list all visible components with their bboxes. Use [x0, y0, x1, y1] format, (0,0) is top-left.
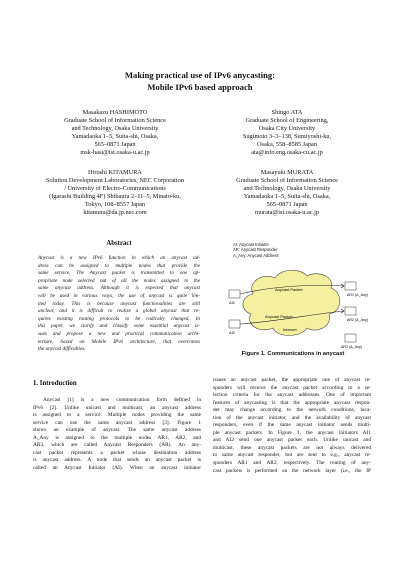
node-ar3-label: AR3 (A_Any)	[341, 345, 362, 349]
col2-line: multicast, these anycast packets are not always delivered	[213, 444, 371, 451]
node-ai2-label: AI2	[229, 330, 236, 335]
author-block-2	[212, 109, 362, 158]
author-affiliation-line: (Igarashi Building 4F) Shibaura 2–11–5, Minato-ku,	[49, 193, 181, 201]
col2-line: and AI2 send one anycast packet each. Unlike unicast and	[213, 437, 371, 444]
abstract-line: quires existing routing protocols to be radically changed. In	[38, 315, 200, 322]
author-affiliation-line: Yamadaoka 1–5, Suita-shi, Osaka,	[71, 133, 159, 141]
author-affiliation-line: Graduate School of Information Science	[236, 177, 338, 185]
author-affiliation-line: 565–0871 Japan	[266, 201, 308, 209]
author-affiliation-line: Solution Development Laboratories, NEC Corporation	[46, 177, 184, 185]
packet-label-1: Anycast Packet	[275, 287, 303, 292]
intro-line: AR3, which are called Anycast Responders (AR). An any-	[33, 442, 201, 449]
abstract-line: dress can be assigned to multiple nodes that provide the	[38, 262, 200, 269]
legend-entry: AR: Anycast Responder	[233, 247, 278, 253]
paper-title-line-1: Making practical use of IPv6 anycasting:	[124, 70, 276, 80]
abstract-line: the anycast difficulties.	[38, 346, 86, 353]
abstract-line: propriate node selected out of all the nodes assigned to the	[38, 277, 200, 284]
author-email: ata@info.eng.osaka-cu.ac.jp	[251, 149, 323, 157]
col2-line: issues an anycast packet, the appropriate one of anycast re-	[213, 377, 371, 383]
node-ar2	[345, 307, 356, 315]
author-name: Hiroshi KITAMURA	[88, 169, 142, 176]
node-ar2-label: AR2 (A_Any)	[347, 318, 368, 322]
author-affiliation-line: Yamadaoka 1–5, Suita-shi, Osaka,	[243, 193, 331, 201]
col2-line: tion of the anycast initiator, and the availability of anycast	[213, 414, 371, 421]
col2-line: responders, even if the same anycast initiator sends multi-	[213, 422, 371, 429]
author-affiliation-line: 565–0871 Japan	[94, 141, 136, 149]
author-affiliation-line: Graduate School of Information Science	[64, 117, 166, 125]
intro-line: shows an example of anycast. The same anycast address	[33, 427, 201, 434]
col2-line: cast packets is performed on the network layer (i.e., the IP	[213, 467, 371, 474]
figure-caption: Figure 1. Communications in anycast	[241, 351, 345, 357]
intro-line: Anycast [1] is a new communication form defined in	[43, 397, 201, 403]
col2-line: ple anycast packets. In Figure 1, the anycast initiators AI1	[213, 429, 371, 436]
abstract-heading: Abstract	[106, 240, 132, 247]
paper-title-line-2: Mobile IPv6 based approach	[147, 82, 253, 92]
author-affiliation-line: Osaka, 558–8585 Japan	[257, 141, 317, 149]
author-affiliation-line: / University of Electro-Communications	[64, 185, 166, 193]
abstract-line: unclear, and it is difficult to realize a global anycast that re-	[38, 308, 200, 315]
intro-line: cast packet represents a packet whose destination address	[33, 449, 201, 456]
abstract-line: this paper, we clarify and classify some essential anycast is-	[38, 323, 200, 330]
abstract-line: sues and propose a new and practical communication archi-	[38, 330, 200, 337]
anycast-diagram	[213, 242, 373, 352]
author-affiliation-line: Graduate School of Engineering,	[245, 117, 329, 125]
node-ar1	[345, 282, 356, 290]
abstract-body	[38, 255, 200, 354]
author-block-4	[212, 169, 362, 218]
intro-body	[33, 397, 201, 472]
col2-line: sponders AR1 and AR2, respectively. The routing of any-	[213, 460, 371, 467]
col2-line: sponders will receive the anycast packet according to a se-	[213, 384, 371, 391]
figure-1	[213, 242, 373, 357]
author-affiliation-line: Tokyo, 108–8557 Japan	[84, 201, 146, 209]
node-ar3	[345, 334, 356, 342]
intro-line: A_Any is assigned to the multiple nodes AR1, AR2, and	[33, 434, 201, 441]
author-affiliation-line: Osaka City University	[258, 125, 316, 133]
author-name: Shingo ATA	[271, 109, 303, 116]
col2-line: features of anycasting is that the appropriate anycast respon-	[213, 399, 371, 406]
packet-label-2: Anycast Packet	[265, 314, 293, 319]
node-ar1-label: AR1 (A_Any)	[347, 293, 368, 297]
intro-line: is assigned to a service. Multiple nodes providing the same	[33, 412, 201, 419]
internet-label: Internet	[283, 327, 297, 332]
author-affiliation-line: and Technology, Osaka University	[71, 125, 159, 133]
intro-line: service can use the same anycast address [3]. Figure 1	[33, 419, 201, 426]
abstract-line: same anycast address. Although it is expected that anycast	[38, 285, 200, 292]
author-email: kitamura@da.jp.nec.com	[83, 209, 147, 217]
abstract-line: tecture, based on Mobile IPv6 architecture, that overcomes	[38, 338, 200, 345]
node-ai1	[229, 290, 240, 298]
abstract-line: ited today. This is because anycast functionalities are still	[38, 300, 200, 307]
node-ai2	[229, 320, 240, 328]
abstract-line: Anycast is a new IPv6 function in which an anycast ad-	[38, 255, 200, 261]
author-affiliation-line: Sugimoto 3–3–138, Sumiyoshi-ku,	[242, 133, 332, 141]
author-block-1	[40, 109, 190, 158]
section-heading: 1. Introduction	[33, 380, 77, 387]
author-name: Masakazu HASHIMOTO	[82, 109, 148, 116]
column-2-body	[213, 377, 371, 475]
node-ai1-label: AI1	[229, 300, 236, 305]
col2-line: der may change according to the network conditions, loca-	[213, 407, 371, 414]
author-email: murata@ist.osaka-u.ac.jp	[254, 209, 320, 217]
col2-line: to same anycast responder, but are sent to e.g., anycast re-	[213, 452, 371, 459]
author-block-3	[22, 169, 208, 218]
col2-line: lection criteria for the anycast addresses. One of important	[213, 392, 371, 399]
intro-line: is anycast address. A node that sends an anycast packet is	[33, 457, 201, 464]
intro-line: called an Anycast Initiator (AI). When an anycast initiator	[33, 464, 201, 471]
author-email: msk-hasi@ist.osaka-u.ac.jp	[80, 149, 150, 157]
legend-entry: A_Any: Anycast Address	[233, 252, 279, 258]
legend-entry: AI: Anycast Initiator	[233, 242, 269, 247]
abstract-line: will be used in various ways, the use of anycast is quite lim-	[38, 292, 200, 299]
author-affiliation-line: and Technology, Osaka University	[243, 185, 331, 193]
abstract-line: same service. The Anycast packet is transmitted to one ap-	[38, 270, 200, 277]
internet-cloud	[243, 270, 340, 335]
intro-line: IPv6 [2]. Unlike unicast and multicast, an anycast address	[33, 404, 201, 411]
author-name: Masayuki MURATA	[260, 169, 314, 176]
